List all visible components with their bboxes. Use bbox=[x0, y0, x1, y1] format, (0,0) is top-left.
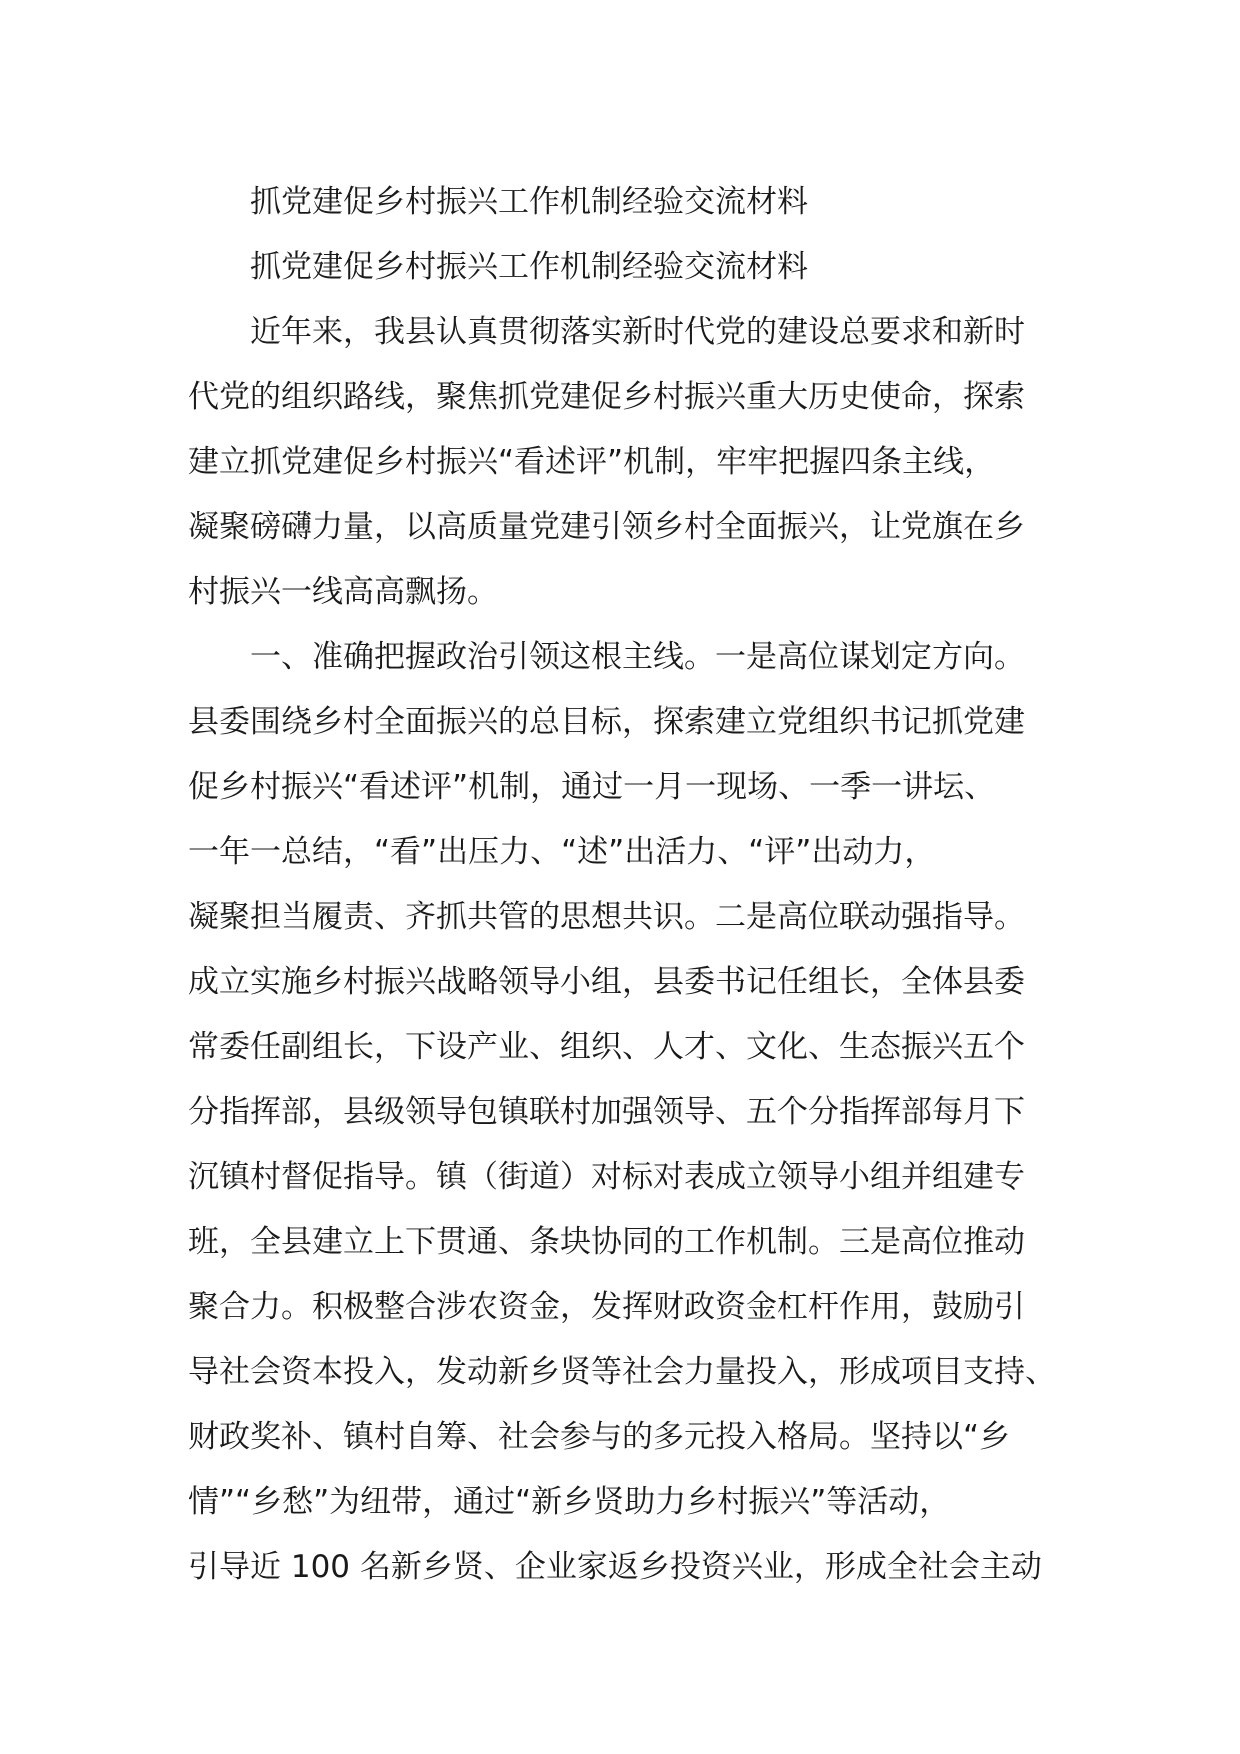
text-line: 促乡村振兴“看述评”机制，通过一月一现场、一季一讲坛、 bbox=[188, 769, 996, 805]
document-body bbox=[188, 170, 1068, 1600]
text-line: 建立抓党建促乡村振兴“看述评”机制，牢牢把握四条主线， bbox=[188, 444, 996, 480]
document-subtitle: 抓党建促乡村振兴工作机制经验交流材料 bbox=[250, 249, 808, 285]
text-line: 成立实施乡村振兴战略领导小组，县委书记任组长，全体县委 bbox=[188, 964, 1025, 1000]
text-line: 近年来，我县认真贯彻落实新时代党的建设总要求和新时 bbox=[250, 314, 1025, 350]
text-line: 一年一总结，“看”出压力、“述”出活力、“评”出动力， bbox=[188, 834, 936, 870]
text-line: 县委围绕乡村全面振兴的总目标，探索建立党组织书记抓党建 bbox=[188, 704, 1025, 740]
text-line: 引导近 100 名新乡贤、企业家返乡投资兴业，形成全社会主动 bbox=[188, 1549, 1042, 1585]
text-line: 一、准确把握政治引领这根主线。一是高位谋划定方向。 bbox=[250, 639, 1025, 675]
text-line: 分指挥部，县级领导包镇联村加强领导、五个分指挥部每月下 bbox=[188, 1094, 1025, 1130]
text-line: 凝聚担当履责、齐抓共管的思想共识。二是高位联动强指导。 bbox=[188, 899, 1025, 935]
document-title: 抓党建促乡村振兴工作机制经验交流材料 bbox=[250, 184, 808, 220]
text-line: 班，全县建立上下贯通、条块协同的工作机制。三是高位推动 bbox=[188, 1224, 1025, 1260]
text-line: 情”“乡愁”为纽带，通过“新乡贤助力乡村振兴”等活动， bbox=[188, 1484, 951, 1520]
text-line: 代党的组织路线，聚焦抓党建促乡村振兴重大历史使命，探索 bbox=[188, 379, 1025, 415]
text-line: 财政奖补、镇村自筹、社会参与的多元投入格局。坚持以“乡 bbox=[188, 1419, 1011, 1455]
text-line: 沉镇村督促指导。镇（街道）对标对表成立领导小组并组建专 bbox=[188, 1159, 1025, 1195]
text-line: 导社会资本投入，发动新乡贤等社会力量投入，形成项目支持、 bbox=[188, 1354, 1056, 1390]
paragraph-section-one bbox=[188, 625, 1068, 1600]
text-line: 凝聚磅礴力量，以高质量党建引领乡村全面振兴，让党旗在乡 bbox=[188, 509, 1025, 545]
text-line: 村振兴一线高高飘扬。 bbox=[188, 574, 498, 610]
text-line: 常委任副组长，下设产业、组织、人才、文化、生态振兴五个 bbox=[188, 1029, 1025, 1065]
text-line: 聚合力。积极整合涉农资金，发挥财政资金杠杆作用，鼓励引 bbox=[188, 1289, 1025, 1325]
paragraph-intro bbox=[188, 300, 1068, 625]
